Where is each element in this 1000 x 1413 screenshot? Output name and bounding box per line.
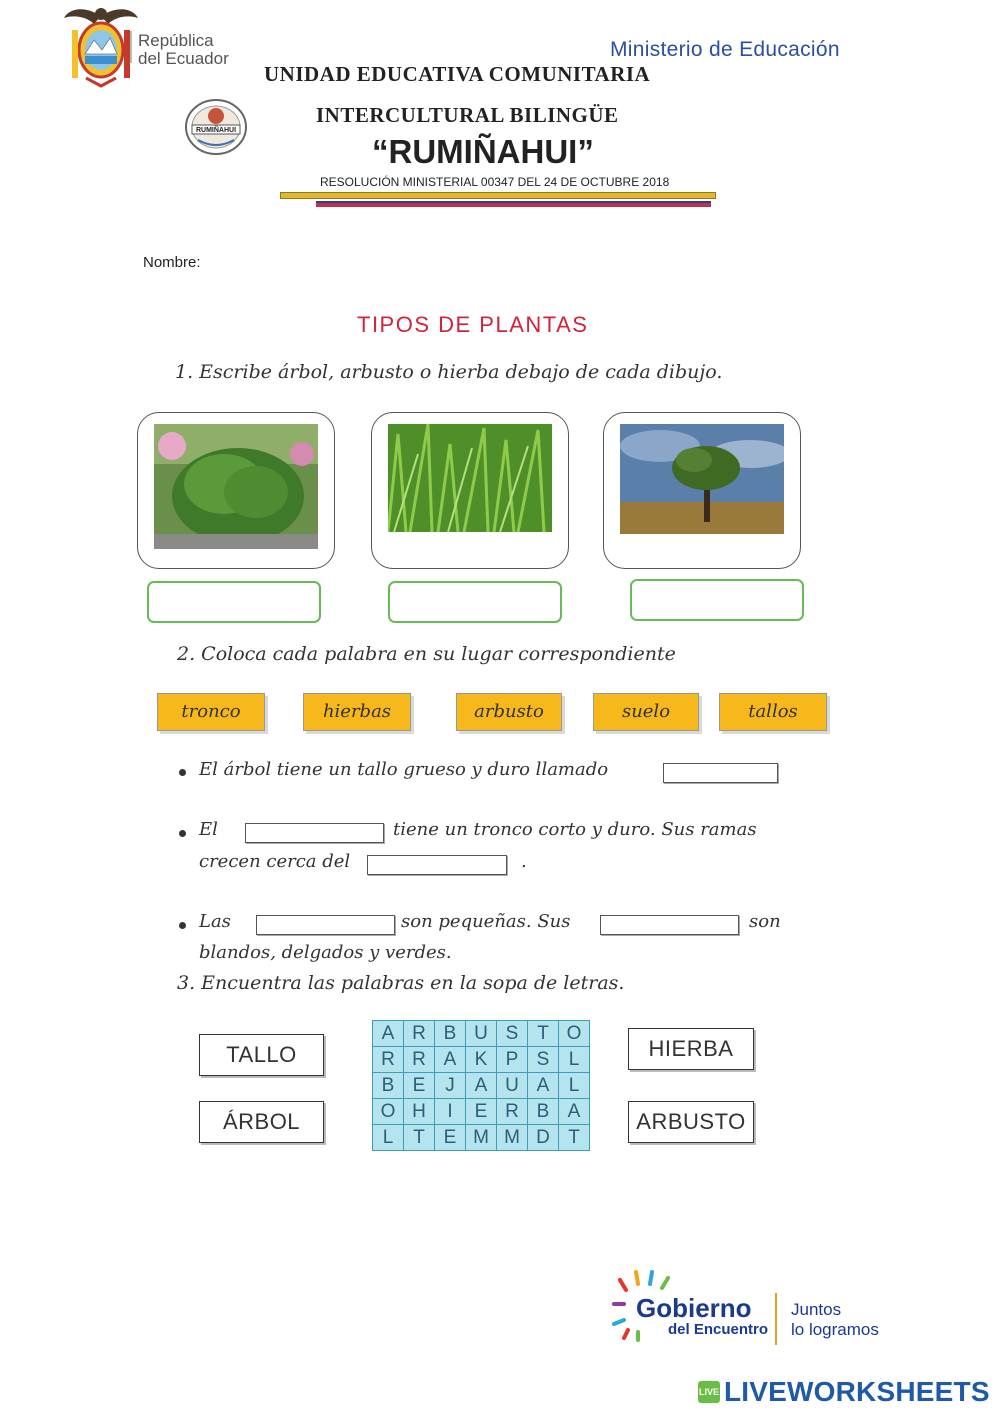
gobierno-subtitle: del Encuentro [668, 1321, 769, 1338]
grid-cell[interactable]: U [497, 1073, 528, 1099]
photo-card-bush [137, 412, 335, 569]
grid-cell[interactable]: R [373, 1047, 404, 1073]
grid-cell[interactable]: T [404, 1125, 435, 1151]
grass-photo [388, 424, 552, 549]
question-2: 2. Coloca cada palabra en su lugar correspondiente [177, 643, 676, 665]
grid-cell[interactable]: S [497, 1021, 528, 1047]
grid-cell[interactable]: S [528, 1047, 559, 1073]
answer-box-bush[interactable] [147, 581, 321, 623]
grid-row [373, 1125, 590, 1151]
blank-tallos[interactable] [600, 915, 739, 935]
resolution-text: RESOLUCIÓN MINISTERIAL 00347 DEL 24 DE OCTUBRE 2018 [320, 175, 670, 189]
header-bar-red [316, 201, 711, 207]
header-divider [130, 31, 132, 63]
grid-cell[interactable]: H [404, 1099, 435, 1125]
grid-cell[interactable]: O [373, 1099, 404, 1125]
grid-cell[interactable]: A [528, 1073, 559, 1099]
grid-cell[interactable]: L [373, 1125, 404, 1151]
bullet-3 [179, 922, 186, 929]
header-bar-yellow [280, 192, 716, 199]
grid-row [373, 1021, 590, 1047]
republic-label [138, 32, 229, 68]
republic-line-1: República [138, 31, 214, 50]
blank-hierbas[interactable] [256, 915, 395, 935]
name-label: Nombre: [143, 254, 201, 271]
gobierno-divider [775, 1293, 777, 1345]
blank-suelo[interactable] [367, 855, 507, 875]
school-name: “RUMIÑAHUI” [372, 133, 594, 170]
search-word-hierba: HIERBA [628, 1028, 754, 1070]
grid-cell[interactable]: D [528, 1125, 559, 1151]
grid-cell[interactable]: K [466, 1047, 497, 1073]
word-tronco[interactable]: tronco [157, 693, 265, 731]
grid-cell[interactable]: O [559, 1021, 590, 1047]
sentence-3-line2: blandos, delgados y verdes. [199, 942, 452, 963]
sentence-3-son: son [749, 911, 781, 932]
word-hierbas[interactable]: hierbas [303, 693, 411, 731]
grid-cell[interactable]: A [466, 1073, 497, 1099]
word-suelo[interactable]: suelo [593, 693, 699, 731]
sentence-3-start: Las [199, 911, 231, 932]
photo-card-tree [603, 412, 801, 569]
grid-cell[interactable]: R [404, 1021, 435, 1047]
tree-photo [620, 424, 784, 549]
grid-cell[interactable]: M [497, 1125, 528, 1151]
bullet-1 [179, 769, 186, 776]
grid-cell[interactable]: B [435, 1021, 466, 1047]
grid-cell[interactable]: M [466, 1125, 497, 1151]
photo-card-grass [371, 412, 569, 569]
grid-cell[interactable]: A [559, 1099, 590, 1125]
slogan-line-1: Juntos [791, 1300, 842, 1319]
grid-cell[interactable]: B [373, 1073, 404, 1099]
grid-cell[interactable]: U [466, 1021, 497, 1047]
grid-row [373, 1099, 590, 1125]
grid-cell[interactable]: A [435, 1047, 466, 1073]
grid-cell[interactable]: J [435, 1073, 466, 1099]
ministry-label: Ministerio de Educación [610, 38, 840, 61]
school-logo-text: RUMIÑAHUI [195, 127, 237, 134]
search-word-arbusto: ARBUSTO [628, 1101, 754, 1143]
school-line-1: UNIDAD EDUCATIVA COMUNITARIA [264, 62, 651, 86]
grid-cell[interactable]: P [497, 1047, 528, 1073]
ecuador-coat-of-arms-icon [62, 2, 140, 88]
sentence-2-line2: crecen cerca del [199, 851, 351, 872]
word-tallos[interactable]: tallos [719, 693, 827, 731]
grid-cell[interactable]: B [528, 1099, 559, 1125]
letter-grid [372, 1020, 590, 1151]
question-1: 1. Escribe árbol, arbusto o hierba debajo de cada dibujo. [175, 361, 723, 383]
grid-row [373, 1073, 590, 1099]
sentence-2-end: . [521, 851, 527, 872]
grid-cell[interactable]: E [435, 1125, 466, 1151]
worksheet-title: TIPOS DE PLANTAS [357, 312, 589, 337]
grid-cell[interactable]: L [559, 1047, 590, 1073]
republic-line-2: del Ecuador [138, 49, 229, 68]
grid-cell[interactable]: L [559, 1073, 590, 1099]
gobierno-title: Gobierno [636, 1293, 752, 1323]
liveworksheets-badge-icon: LIVE [698, 1381, 720, 1403]
school-line-2: INTERCULTURAL BILINGÜE [316, 103, 619, 127]
grid-cell[interactable]: T [559, 1125, 590, 1151]
search-word-arbol: ÁRBOL [199, 1101, 324, 1143]
grid-cell[interactable]: T [528, 1021, 559, 1047]
grid-cell[interactable]: E [404, 1073, 435, 1099]
school-logo-icon [184, 98, 248, 156]
answer-box-grass[interactable] [388, 581, 562, 623]
bush-photo [154, 424, 318, 549]
slogan-line-2: lo logramos [791, 1320, 879, 1339]
sentence-2-start: El [199, 819, 218, 840]
tree-image-icon [620, 424, 784, 549]
word-arbusto[interactable]: arbusto [456, 693, 562, 731]
bullet-2 [179, 830, 186, 837]
sentence-1: El árbol tiene un tallo grueso y duro llamado [199, 759, 609, 780]
grid-cell[interactable]: R [404, 1047, 435, 1073]
question-3: 3. Encuentra las palabras en la sopa de letras. [177, 972, 625, 994]
grid-row [373, 1047, 590, 1073]
grid-cell[interactable]: A [373, 1021, 404, 1047]
search-word-tallo: TALLO [199, 1034, 324, 1076]
liveworksheets-logo[interactable]: LIVEWORKSHEETS [724, 1376, 990, 1407]
sentence-2-middle: tiene un tronco corto y duro. Sus ramas [393, 819, 757, 840]
blank-arbusto[interactable] [245, 823, 384, 843]
answer-box-tree[interactable] [630, 579, 804, 621]
bush-image-icon [154, 424, 318, 549]
sentence-3-middle: son pequeñas. Sus [401, 911, 571, 932]
grid-cell[interactable]: E [466, 1099, 497, 1125]
blank-tronco[interactable] [663, 763, 778, 783]
grid-cell[interactable]: R [497, 1099, 528, 1125]
grid-cell[interactable]: I [435, 1099, 466, 1125]
grass-image-icon [388, 424, 552, 549]
